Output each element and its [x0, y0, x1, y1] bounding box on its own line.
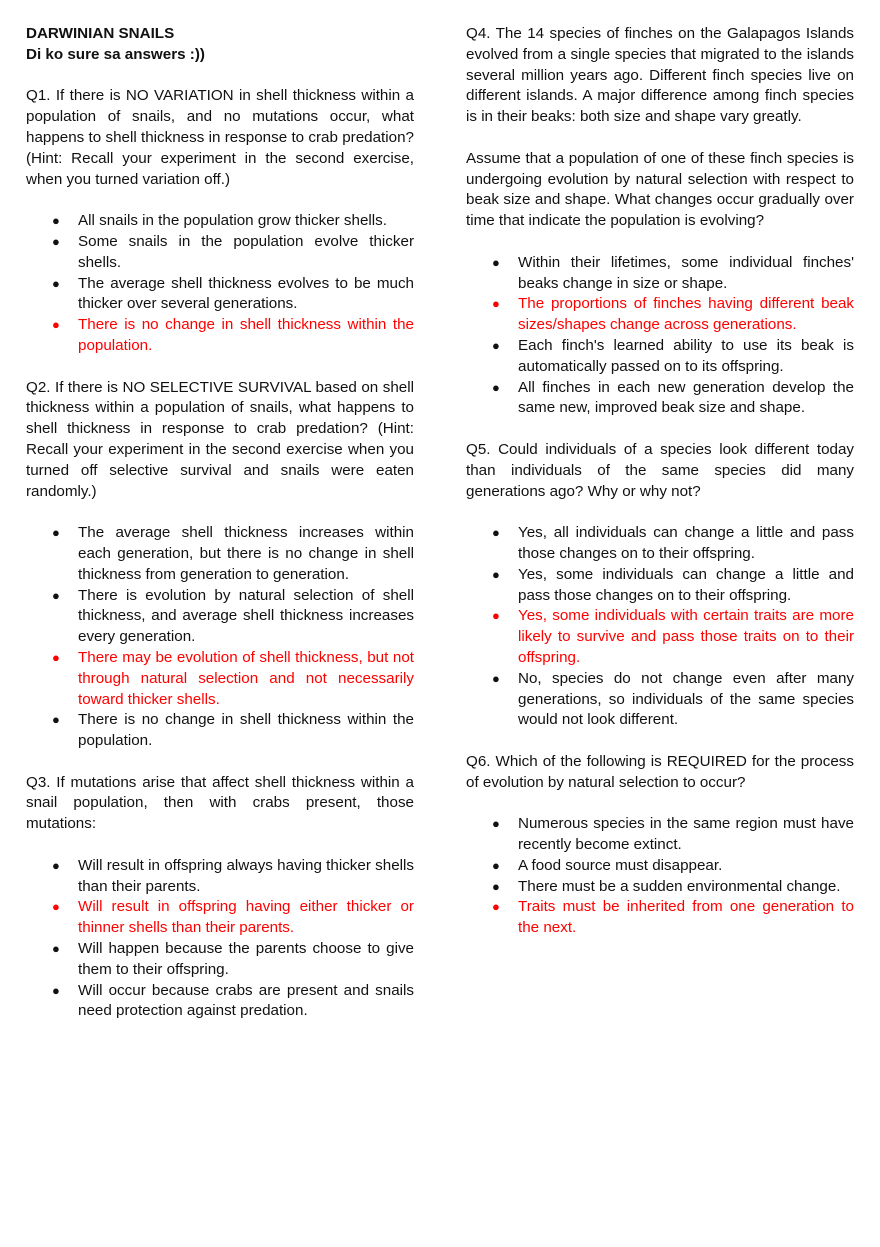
answer-option [26, 710, 414, 752]
bullet-icon: ● [52, 649, 60, 665]
answer-text: Traits must be inherited from one generation to the next. [518, 898, 854, 937]
answer-option [26, 856, 414, 898]
question-4-options [466, 253, 854, 419]
spacer [26, 752, 414, 773]
answer-option [26, 523, 414, 585]
answer-option-selected [26, 897, 414, 939]
spacer [466, 419, 854, 440]
spacer [26, 190, 414, 211]
answer-option-selected [26, 648, 414, 710]
bullet-icon: ● [492, 254, 500, 270]
spacer [466, 128, 854, 149]
bullet-icon: ● [492, 525, 500, 541]
answer-text: There is evolution by natural selection of shell thickness, and average shell thickness increases every generation. [78, 586, 414, 646]
bullet-icon: ● [492, 337, 500, 353]
answer-text: Numerous species in the same region must have recently become extinct. [518, 815, 854, 854]
answer-option-selected [26, 315, 414, 357]
answer-text: Yes, all individuals can change a little and pass those changes on to their offspring. [518, 524, 854, 562]
bullet-icon: ● [52, 941, 60, 957]
document-title: DARWINIAN SNAILS [26, 25, 175, 42]
answer-text: The proportions of finches having different beak sizes/shapes change across generations. [518, 295, 854, 334]
bullet-icon: ● [52, 899, 60, 915]
answer-text: The average shell thickness evolves to be much thicker over several generations. [78, 274, 414, 313]
answer-text: Yes, some individuals can change a little and pass those changes on to their offspring. [518, 565, 854, 604]
answer-text: No, species do not change even after many generations, so individuals of the same species would not look different. [518, 669, 854, 729]
answer-option [466, 378, 854, 420]
answer-text: There is no change in shell thickness within the population. [78, 316, 414, 354]
bullet-icon: ● [52, 712, 60, 728]
answer-option [466, 856, 854, 877]
answer-option [466, 669, 854, 731]
answer-option [466, 877, 854, 898]
bullet-icon: ● [52, 233, 60, 249]
spacer [26, 66, 414, 87]
document-subtitle: Di ko sure sa answers :)) [26, 45, 205, 63]
bullet-icon: ● [492, 296, 500, 312]
bullet-icon: ● [52, 525, 60, 541]
bullet-icon: ● [52, 213, 60, 229]
answer-text: All finches in each new generation develop the same new, improved beak size and shape. [518, 378, 854, 417]
bullet-icon: ● [492, 379, 500, 395]
bullet-icon: ● [52, 587, 60, 603]
answer-option [26, 232, 414, 274]
bullet-icon: ● [492, 816, 500, 832]
answer-text: Will result in offspring always having thicker shells than their parents. [78, 856, 414, 895]
question-6-options [466, 814, 854, 939]
left-column [26, 24, 414, 1022]
answer-option [26, 211, 414, 232]
question-5-options [466, 523, 854, 731]
bullet-icon: ● [52, 275, 60, 291]
answer-text: A food source must disappear. [518, 856, 723, 874]
right-column [466, 24, 854, 939]
bullet-icon: ● [52, 857, 60, 873]
question-4: Assume that a population of one of these finch species is undergoing evolution by natural selection with respect to beak size and shape. What changes occur gradually over time that indicate the population is evolving? [466, 149, 854, 230]
question-3-options [26, 856, 414, 1022]
bullet-icon: ● [492, 670, 500, 686]
bullet-icon: ● [52, 982, 60, 998]
answer-text: There may be evolution of shell thickness, but not through natural selection and not necessarily toward thicker shells. [78, 648, 414, 708]
answer-option [466, 253, 854, 295]
question-1-options [26, 211, 414, 357]
bullet-icon: ● [492, 899, 500, 915]
question-6: Q6. Which of the following is REQUIRED for the process of evolution by natural selection to occur? [466, 752, 854, 791]
bullet-icon: ● [492, 566, 500, 582]
answer-text: Each finch's learned ability to use its beak is automatically passed on to its offspring. [518, 336, 854, 375]
spacer [26, 835, 414, 856]
answer-option [26, 939, 414, 981]
answer-option [466, 814, 854, 856]
answer-option-selected [466, 606, 854, 668]
answer-option-selected [466, 897, 854, 939]
answer-text: Will happen because the parents choose to give them to their offspring. [78, 940, 414, 978]
answer-option-selected [466, 294, 854, 336]
answer-option [26, 586, 414, 648]
question-5: Q5. Could individuals of a species look different today than individuals of the same species did many generations ago? Why or why not? [466, 440, 854, 500]
answer-text: Will result in offspring having either thicker or thinner shells than their parents. [78, 898, 414, 937]
spacer [466, 502, 854, 523]
answer-text: Some snails in the population evolve thicker shells. [78, 232, 414, 271]
bullet-icon: ● [492, 857, 500, 873]
answer-text: There is no change in shell thickness within the population. [78, 711, 414, 750]
spacer [26, 502, 414, 523]
question-3: Q3. If mutations arise that affect shell thickness within a snail population, then with crabs present, those mutations: [26, 773, 414, 833]
bullet-icon: ● [492, 608, 500, 624]
answer-option [26, 981, 414, 1023]
answer-text: All snails in the population grow thicker shells. [78, 212, 387, 230]
answer-option [466, 565, 854, 607]
bullet-icon: ● [492, 878, 500, 894]
spacer [466, 232, 854, 253]
answer-option [466, 336, 854, 378]
answer-text: There must be a sudden environmental change. [518, 877, 841, 895]
answer-text: Will occur because crabs are present and snails need protection against predation. [78, 981, 414, 1020]
spacer [466, 731, 854, 752]
answer-option [466, 523, 854, 565]
answer-option [26, 274, 414, 316]
bullet-icon: ● [52, 317, 60, 333]
answer-text: The average shell thickness increases within each generation, but there is no change in shell thickness from generation to generation. [78, 524, 414, 583]
question-4-intro: Q4. The 14 species of finches on the Galapagos Islands evolved from a single species that migrated to the islands several million years ago. Different finch species live on different islands. A major difference among finch species is in their beaks: both size and shape vary greatly. [466, 25, 854, 126]
question-2: Q2. If there is NO SELECTIVE SURVIVAL based on shell thickness within a population of snails, what happens to shell thickness in response to crab predation? (Hint: Recall your experiment in the second exercise when you turned off selective survival and snails were eaten randomly.) [26, 378, 414, 500]
spacer [26, 357, 414, 378]
question-1: Q1. If there is NO VARIATION in shell thickness within a population of snails, and no mutations occur, what happens to shell thickness in response to crab predation? (Hint: Recall your experiment in the second exercise, when you turned variation off.) [26, 87, 414, 188]
spacer [466, 793, 854, 814]
answer-text: Within their lifetimes, some individual finches' beaks change in size or shape. [518, 253, 854, 292]
question-2-options [26, 523, 414, 752]
answer-text: Yes, some individuals with certain traits are more likely to survive and pass those traits on to their offspring. [518, 607, 854, 666]
